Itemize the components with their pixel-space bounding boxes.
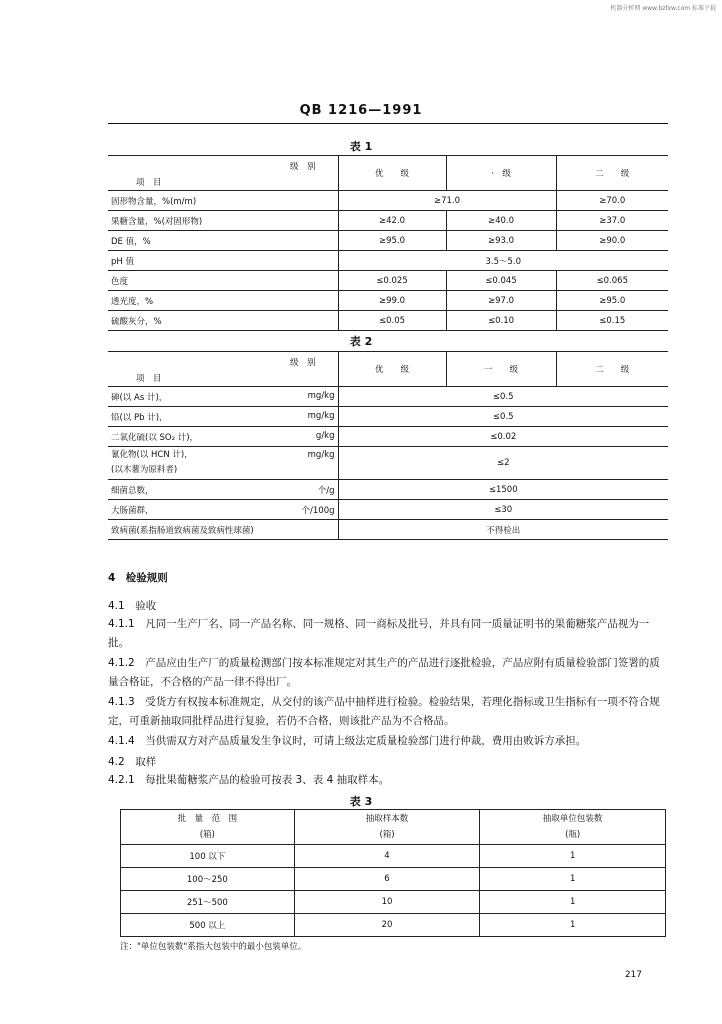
table3-header: 批 量 范 围	[177, 814, 238, 824]
row-value: ≥93.0	[446, 231, 556, 251]
table2-grade-3: 二 级	[556, 352, 668, 387]
table1-grade-header: 级 别	[289, 162, 316, 172]
table1-grade-1: 优 级	[338, 156, 446, 191]
row-unit: mg/kg	[307, 450, 335, 460]
row-item: 大肠菌群，	[111, 505, 154, 516]
row-item: 氰化物(以 HCN 计)，	[111, 450, 193, 460]
table2-title: 表 2	[349, 335, 373, 348]
table-row	[108, 231, 668, 251]
table3-cell: 100 以下	[121, 845, 295, 868]
section-4-1: 4.1 验收	[108, 600, 157, 612]
watermark: 机器分析网 www.bzfxw.com 标准下载	[610, 5, 716, 12]
row-value: ≥70.0	[556, 191, 668, 211]
table2-item-header: 项 目	[136, 374, 162, 384]
table3-cell: 1	[480, 845, 666, 868]
table-row	[108, 407, 668, 427]
section-4-1-3: 4.1.3 受货方有权按本标准规定，从交付的该产品中抽样进行检验。检验结果，若理化指标或卫生指标有一项不符合规定，可重新抽取同批样品进行复验，若仍不合格，则该批产品为不合格品。	[108, 696, 660, 727]
row-unit: g/kg	[315, 430, 335, 441]
row-item: 致病菌(系指肠道致病菌及致病性球菌)	[111, 525, 254, 536]
row-value: ≥95.0	[338, 231, 446, 251]
row-item: 果糖含量，%(对固形物)	[108, 211, 338, 231]
row-unit: 个/100g	[301, 505, 335, 516]
table3-note: 注："单位包装数"系指大包装中的最小包装单位。	[120, 942, 307, 952]
row-unit: mg/kg	[307, 390, 335, 401]
row-item: 透光度，%	[108, 291, 338, 311]
table3-cell: 20	[294, 914, 480, 937]
row-item: pH 值	[108, 251, 338, 271]
row-value: ≤0.065	[556, 271, 668, 291]
table3-unit: (箱)	[199, 830, 215, 840]
row-value: ≥90.0	[556, 231, 668, 251]
table2-grade-header: 级 别	[289, 358, 316, 368]
table3-cell: 251～500	[121, 891, 295, 914]
row-value: ≤0.15	[556, 311, 668, 331]
row-value: ≥42.0	[338, 211, 446, 231]
section-4-1-4: 4.1.4 当供需双方对产品质量发生争议时，可请上级法定质量检验部门进行仲裁，费用由败诉方承担。	[108, 735, 587, 747]
row-item: 细菌总数，	[111, 485, 154, 496]
table3-cell: 4	[294, 845, 480, 868]
table-row	[108, 311, 668, 331]
section-4-1-2: 4.1.2 产品应由生产厂的质量检测部门按本标准规定对其生产的产品进行逐批检验，产品应附有质量检验部门签署的质量合格证，不合格的产品一律不得出厂。	[108, 657, 660, 688]
section-4-title: 4 检验规则	[108, 572, 168, 584]
row-value: 3.5～5.0	[338, 251, 668, 271]
row-value: ≤0.025	[338, 271, 446, 291]
table-row	[108, 291, 668, 311]
row-value: ≥37.0	[556, 211, 668, 231]
standard-number: QB 1216—1991	[299, 103, 423, 118]
section-4-2: 4.2 取样	[108, 756, 157, 768]
table-row	[121, 845, 666, 868]
table3-header: 抽取单位包装数	[542, 814, 603, 824]
table3-cell: 500 以上	[121, 914, 295, 937]
table3-unit: (瓶)	[565, 830, 581, 840]
table2-header-row	[108, 352, 668, 387]
table-row	[121, 914, 666, 937]
table3-cell: 1	[480, 891, 666, 914]
table3-title: 表 3	[349, 795, 373, 808]
table1-title: 表 1	[349, 140, 373, 153]
table1-header-row	[108, 156, 668, 191]
table-row	[108, 211, 668, 231]
table-row	[108, 191, 668, 211]
row-value: ≤1500	[338, 480, 668, 500]
row-value: ≤0.05	[338, 311, 446, 331]
row-unit: mg/kg	[307, 410, 335, 421]
table2-grade-1: 优 级	[338, 352, 446, 387]
row-item-note: (以木薯为原料者)	[111, 465, 178, 475]
table3	[120, 809, 666, 937]
row-value: ≤0.5	[338, 387, 668, 407]
section-4-2-1: 4.2.1 每批果葡糖浆产品的检验可按表 3、表 4 抽取样本。	[108, 774, 390, 786]
row-value: ≥71.0	[338, 191, 556, 211]
table-row	[108, 387, 668, 407]
table3-header-row	[121, 810, 666, 845]
table1	[108, 155, 668, 331]
table-row	[108, 520, 668, 540]
row-item: 铅(以 Pb 计)，	[111, 412, 168, 423]
row-item: 砷(以 As 计)，	[111, 392, 168, 403]
row-value: ≤30	[338, 500, 668, 520]
table-row	[108, 480, 668, 500]
table3-unit: (箱)	[379, 830, 395, 840]
table3-cell: 100～250	[121, 868, 295, 891]
row-item: 硫酸灰分，%	[108, 311, 338, 331]
table-row	[108, 271, 668, 291]
table3-cell: 10	[294, 891, 480, 914]
row-value: ≥97.0	[446, 291, 556, 311]
header-rule	[108, 123, 668, 124]
table-row	[108, 447, 668, 480]
table1-grade-3: 二 级	[556, 156, 668, 191]
row-value: ≥95.0	[556, 291, 668, 311]
row-item: 二氧化硫(以 SO₂ 计)，	[111, 432, 199, 443]
table3-cell: 1	[480, 868, 666, 891]
row-value: ≤0.045	[446, 271, 556, 291]
row-value: 不得检出	[338, 520, 668, 540]
row-unit: 个/g	[317, 485, 335, 496]
row-item: 固形物含量，%(m/m)	[108, 191, 338, 211]
table-row	[108, 500, 668, 520]
table-row	[108, 427, 668, 447]
row-value: ≤2	[338, 447, 668, 480]
table-row	[121, 891, 666, 914]
table-row	[108, 251, 668, 271]
table2-grade-2: 一 级	[446, 352, 556, 387]
table1-grade-2: · 级	[446, 156, 556, 191]
row-value: ≤0.10	[446, 311, 556, 331]
table3-cell: 1	[480, 914, 666, 937]
page-number: 217	[624, 970, 642, 980]
table-row	[121, 868, 666, 891]
row-value: ≤0.02	[338, 427, 668, 447]
table3-header: 抽取样本数	[365, 814, 409, 824]
row-value: ≥40.0	[446, 211, 556, 231]
row-value: ≥99.0	[338, 291, 446, 311]
row-item: DE 值，%	[108, 231, 338, 251]
table2	[108, 351, 668, 540]
table3-cell: 6	[294, 868, 480, 891]
section-4-1-1: 4.1.1 凡同一生产厂名、同一产品名称、同一规格、同一商标及批号，并具有同一质量证明书的果葡糖浆产品视为一批。	[108, 618, 650, 649]
row-item: 色度	[108, 271, 338, 291]
table1-item-header: 项 目	[136, 178, 162, 188]
row-value: ≤0.5	[338, 407, 668, 427]
